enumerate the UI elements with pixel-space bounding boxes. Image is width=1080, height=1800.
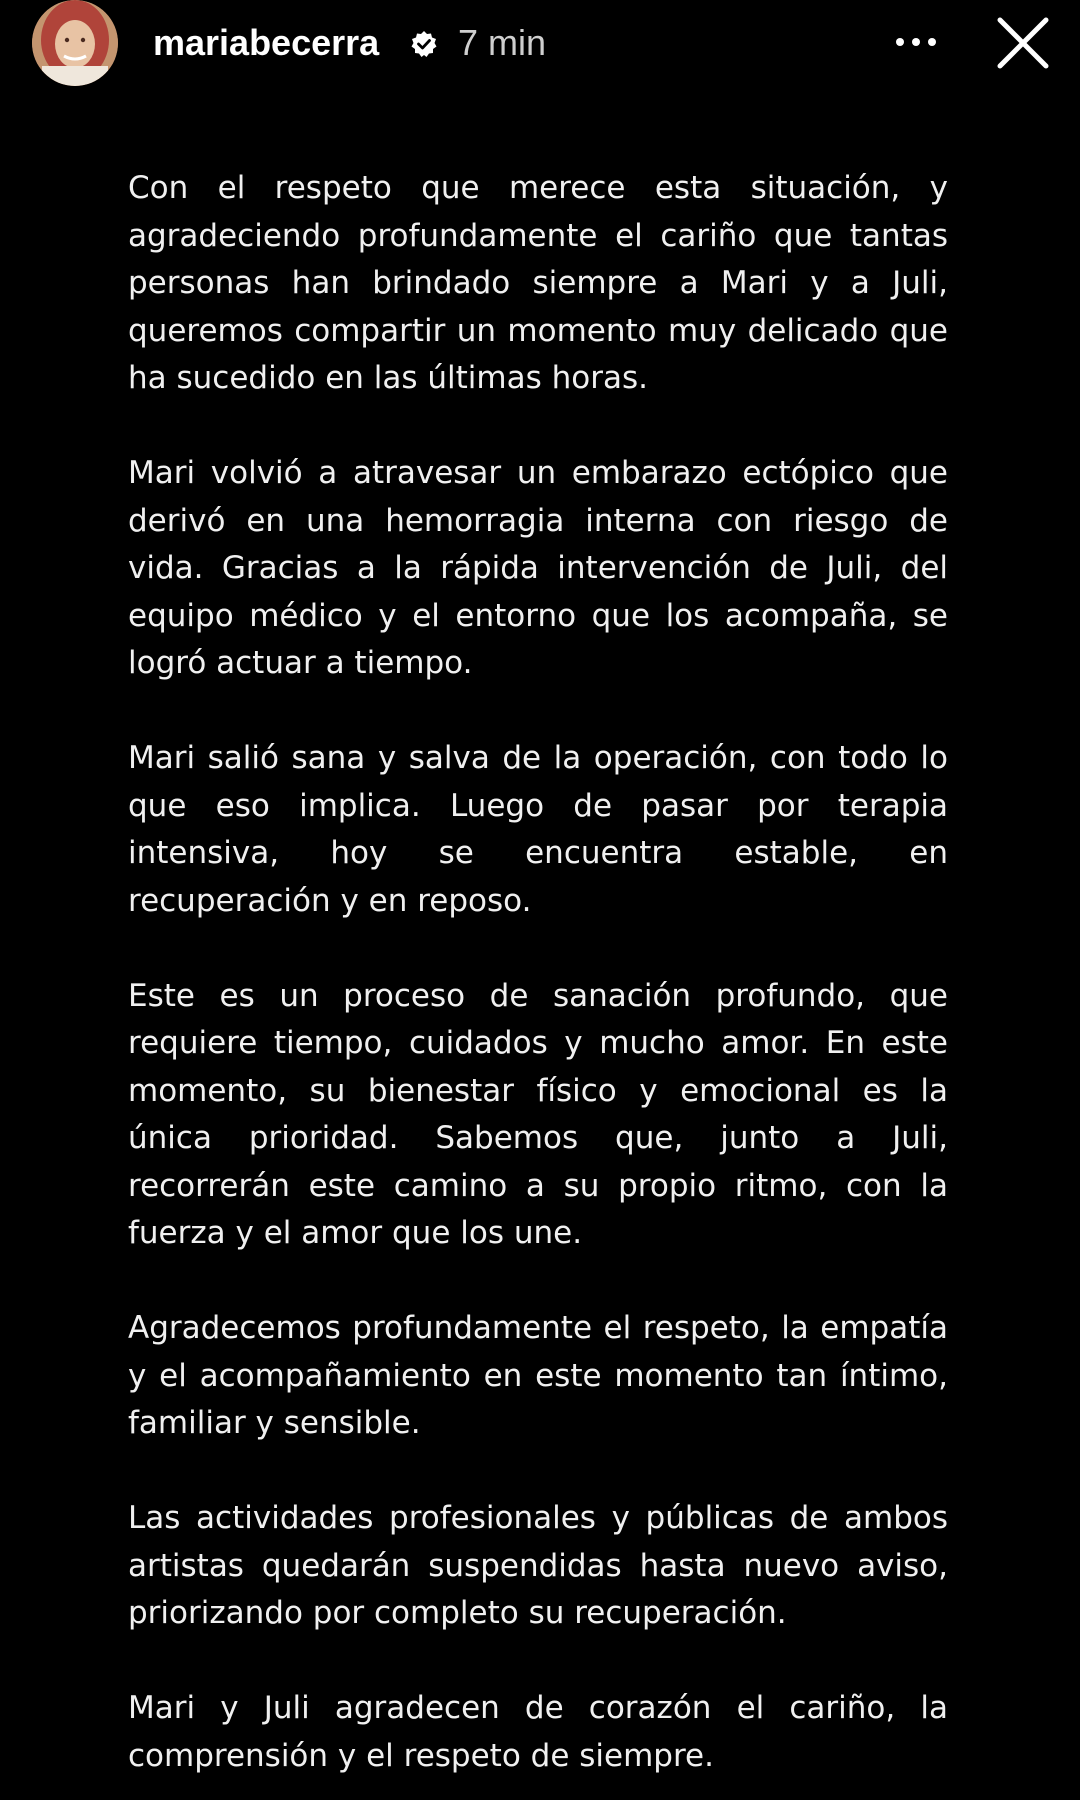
username[interactable]: mariabecerra xyxy=(153,22,380,63)
verified-badge-icon xyxy=(410,30,438,58)
statement-paragraph: Agradecemos profundamente el respeto, la empatía y el acompañamiento en este momento tan íntimo, familiar y sensible. xyxy=(128,1310,948,1441)
avatar-photo xyxy=(32,0,118,86)
statement-paragraph: Las actividades profesionales y públicas de ambos artistas quedarán suspendidas hasta nuevo aviso, priorizando por completo su recuperación. xyxy=(128,1500,948,1631)
story-timestamp: 7 min xyxy=(458,22,547,63)
close-button[interactable] xyxy=(992,12,1054,74)
more-horizontal-icon xyxy=(890,20,942,64)
story-header xyxy=(0,0,1080,90)
story-statement xyxy=(128,165,948,1780)
statement-paragraph: Mari salió sana y salva de la operación, con todo lo que eso implica. Luego de pasar por terapia intensiva, hoy se encuentra estable, en recuperación y en reposo. xyxy=(128,740,948,919)
statement-paragraph: Este es un proceso de sanación profundo, que requiere tiempo, cuidados y mucho amor. En este momento, su bienestar físico y emocional es la única prioridad. Sabemos que, junto a Juli, recorrerán este camino a su propio ritmo, con la fuerza y el amor que los une. xyxy=(128,977,948,1251)
statement-paragraph: Mari y Juli agradecen de corazón el cariño, la comprensión y el respeto de siempre. xyxy=(128,1690,948,1774)
statement-paragraph: Mari volvió a atravesar un embarazo ectópico que derivó en una hemorragia interna con riesgo de vida. Gracias a la rápida intervención de Juli, del equipo médico y el entorno que los acompaña, se logró actuar a tiempo. xyxy=(128,455,948,681)
more-options-button[interactable] xyxy=(890,20,942,64)
close-icon xyxy=(992,12,1054,74)
statement-paragraph: Con el respeto que merece esta situación, y agradeciendo profundamente el cariño que tantas personas han brindado siempre a Mari y a Juli, queremos compartir un momento muy delicado que ha sucedido en las últimas horas. xyxy=(128,170,948,396)
avatar[interactable] xyxy=(32,0,118,86)
